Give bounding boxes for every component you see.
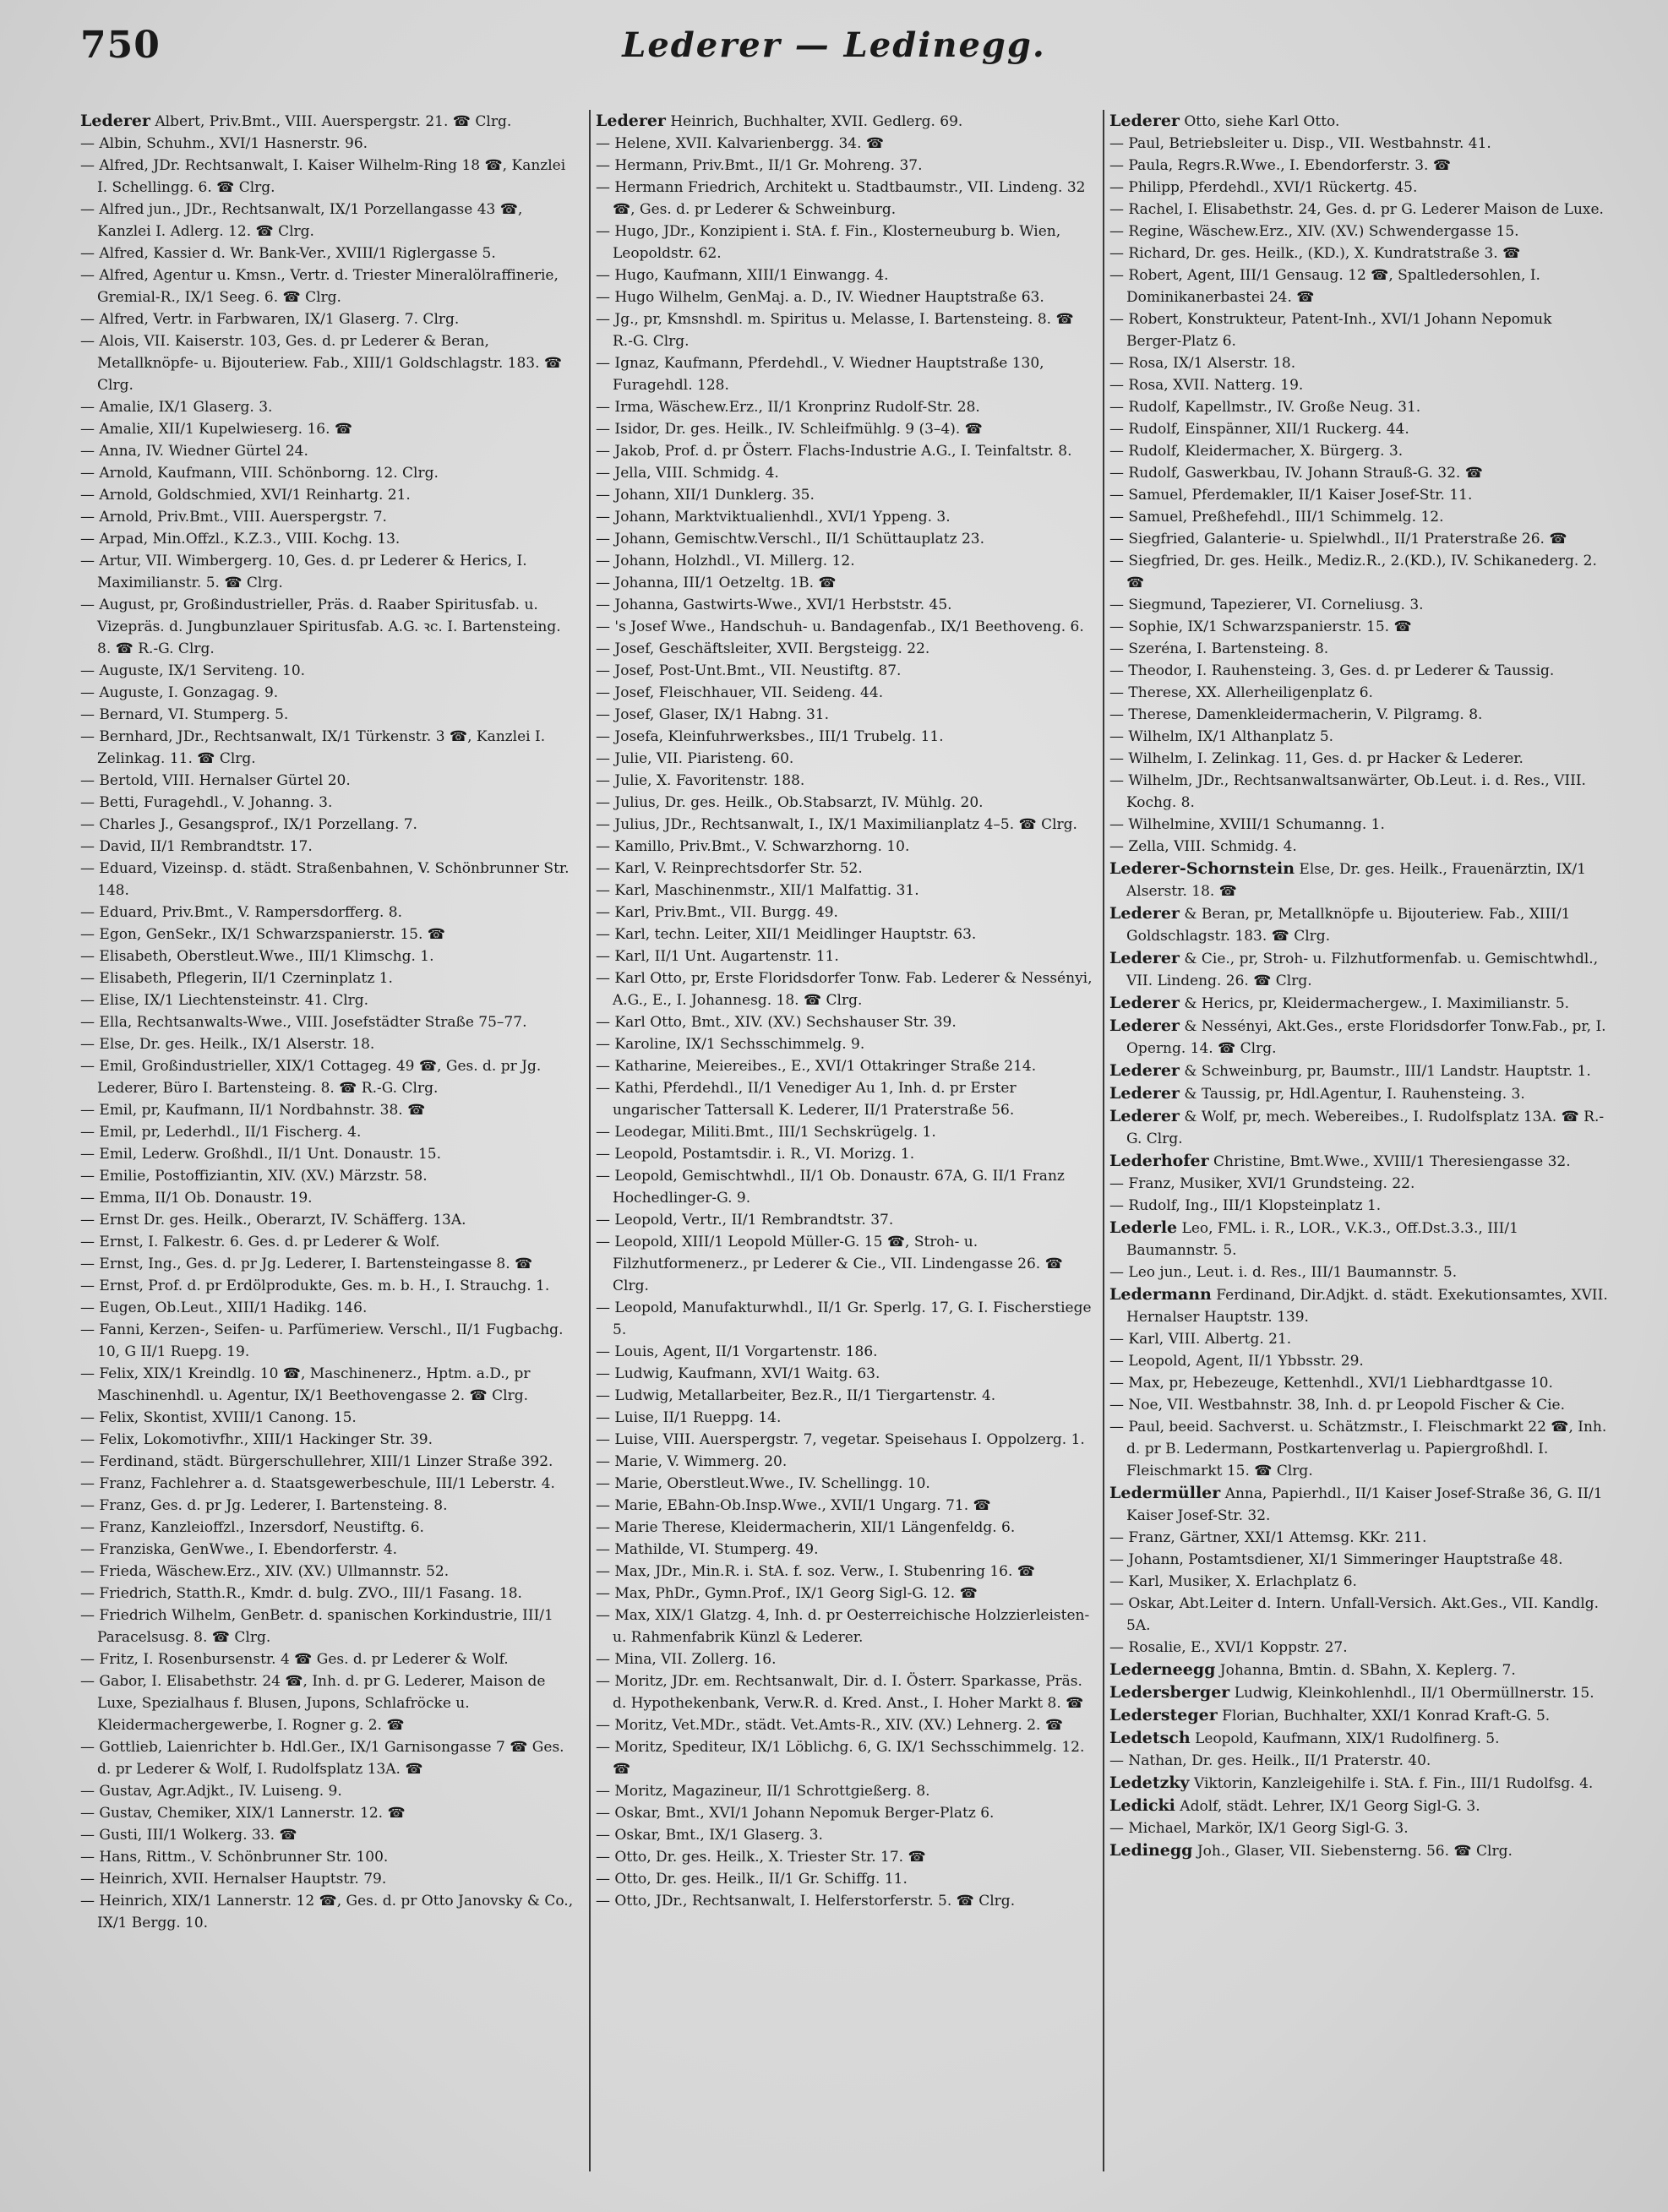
directory-entry: Ledersberger Ludwig, Kleinkohlenhdl., II/1 Obermüllnerstr. 15.	[1109, 1683, 1594, 1702]
directory-entry: — Katharine, Meiereibes., E., XVI/1 Ottakringer Straße 214.	[596, 1058, 1037, 1075]
directory-entry: — Robert, Konstrukteur, Patent-Inh., XVI/1 Johann Nepomuk Berger-Platz 6.	[1109, 311, 1552, 350]
directory-entry: — Zella, VIII. Schmidg. 4.	[1109, 838, 1297, 855]
directory-entry: — Siegfried, Galanterie- u. Spielwhdl., II/1 Praterstraße 26. ☎	[1109, 531, 1567, 548]
directory-entry: — Marie, V. Wimmerg. 20.	[596, 1453, 788, 1470]
directory-entry: — Therese, XX. Allerheiligenplatz 6.	[1109, 684, 1373, 701]
page-number: 750	[80, 24, 161, 67]
directory-entry: — Samuel, Preßhefehdl., III/1 Schimmelg. 12.	[1109, 509, 1444, 526]
directory-entry: — Fritz, I. Rosenbursenstr. 4 ☎ Ges. d. pr Lederer & Wolf.	[80, 1651, 509, 1668]
directory-entry: — Leopold, Manufakturwhdl., II/1 Gr. Sperlg. 17, G. I. Fischerstiege 5.	[596, 1299, 1092, 1338]
directory-entry: — Amalie, XII/1 Kupelwieserg. 16. ☎	[80, 421, 353, 438]
directory-entry: — Alois, VII. Kaiserstr. 103, Ges. d. pr Lederer & Beran, Metallknöpfe- u. Bijouteriew. Fab., XIII/1 Goldschlagstr. 183. ☎ Clrg.	[80, 333, 563, 394]
directory-entry: — Karl Otto, Bmt., XIV. (XV.) Sechshauser Str. 39.	[596, 1014, 957, 1031]
directory-entry: Ledinegg Joh., Glaser, VII. Siebensterng. 56. ☎ Clrg.	[1109, 1841, 1513, 1860]
directory-entry: — Gustav, Chemiker, XIX/1 Lannerstr. 12. ☎	[80, 1805, 406, 1822]
column-divider	[589, 110, 591, 2171]
directory-entry: — Kamillo, Priv.Bmt., V. Schwarzhorng. 10.	[596, 838, 910, 855]
directory-entry: — Gabor, I. Elisabethstr. 24 ☎, Inh. d. pr G. Lederer, Maison de Luxe, Spezialhaus f. Blusen, Jupons, Schlafröcke u. Kleidermachergewerbe, I. Rogner g. 2. ☎	[80, 1673, 546, 1734]
directory-entry: — Wilhelm, IX/1 Althanplatz 5.	[1109, 728, 1334, 745]
directory-entry: — Ella, Rechtsanwalts-Wwe., VIII. Josefstädter Straße 75–77.	[80, 1014, 527, 1031]
directory-entry: — Michael, Markör, IX/1 Georg Sigl-G. 3.	[1109, 1820, 1409, 1837]
directory-entry: — Karl, V. Reinprechtsdorfer Str. 52.	[596, 860, 863, 877]
directory-entry: — Arnold, Goldschmied, XVI/1 Reinhartg. 21.	[80, 487, 411, 504]
directory-entry: — Moritz, Vet.MDr., städt. Vet.Amts-R., XIV. (XV.) Lehnerg. 2. ☎	[596, 1717, 1063, 1734]
directory-entry: — Bertold, VIII. Hernalser Gürtel 20.	[80, 772, 351, 789]
directory-entry: — Therese, Damenkleidermacherin, V. Pilgramg. 8.	[1109, 706, 1483, 723]
directory-entry: — Johann, Holzhdl., VI. Millerg. 12.	[596, 553, 855, 569]
directory-entry: — Marie, Oberstleut.Wwe., IV. Schellingg. 10.	[596, 1475, 930, 1492]
column-divider	[1103, 110, 1104, 2171]
directory-entry: — Johann, Gemischtw.Verschl., II/1 Schüttauplatz 23.	[596, 531, 985, 548]
directory-entry: — Johann, Postamtsdiener, XI/1 Simmeringer Hauptstraße 48.	[1109, 1551, 1563, 1568]
directory-entry: — Elise, IX/1 Liechtensteinstr. 41. Clrg.	[80, 992, 369, 1009]
directory-entry: Lederer & Nessényi, Akt.Ges., erste Floridsdorfer Tonw.Fab., pr, I. Operng. 14. ☎ Clrg.	[1109, 1016, 1606, 1057]
directory-entry: — Josef, Glaser, IX/1 Habng. 31.	[596, 706, 830, 723]
directory-entry: — Rudolf, Kapellmstr., IV. Große Neug. 31.	[1109, 399, 1421, 416]
directory-entry: — Ernst, I. Falkestr. 6. Ges. d. pr Lederer & Wolf.	[80, 1234, 440, 1250]
directory-entry: — Ludwig, Metallarbeiter, Bez.R., II/1 Tiergartenstr. 4.	[596, 1387, 996, 1404]
directory-entry: — Emil, Lederw. Großhdl., II/1 Unt. Donaustr. 15.	[80, 1146, 442, 1163]
directory-entry: Ledersteger Florian, Buchhalter, XXI/1 Konrad Kraft-G. 5.	[1109, 1706, 1551, 1724]
directory-entry: — Oskar, Bmt., XVI/1 Johann Nepomuk Berger-Platz 6.	[596, 1805, 995, 1822]
directory-entry: — Johanna, Gastwirts-Wwe., XVI/1 Herbststr. 45.	[596, 597, 952, 613]
directory-entry: — Samuel, Pferdemakler, II/1 Kaiser Josef-Str. 11.	[1109, 487, 1473, 504]
directory-entry: — Max, pr, Hebezeuge, Kettenhdl., XVI/1 Liebhardtgasse 10.	[1109, 1375, 1553, 1392]
directory-entry: Ledetzky Viktorin, Kanzleigehilfe i. StA. f. Fin., III/1 Rudolfsg. 4.	[1109, 1773, 1594, 1792]
directory-entry: — Amalie, IX/1 Glaserg. 3.	[80, 399, 273, 416]
directory-entry: — Charles J., Gesangsprof., IX/1 Porzellang. 7.	[80, 816, 417, 833]
directory-entry: — Bernard, VI. Stumperg. 5.	[80, 706, 289, 723]
directory-entry: — Artur, VII. Wimbergerg. 10, Ges. d. pr Lederer & Herics, I. Maximilianstr. 5. ☎ Clrg.	[80, 553, 527, 591]
directory-entry: — Johann, XII/1 Dunklerg. 35.	[596, 487, 815, 504]
directory-entry: — David, II/1 Rembrandtstr. 17.	[80, 838, 313, 855]
directory-entry: — Leopold, XIII/1 Leopold Müller-G. 15 ☎, Stroh- u. Filzhutformenerz., pr Lederer & Cie., VII. Lindengasse 26. ☎ Clrg.	[596, 1234, 1063, 1294]
directory-entry: — Alfred, Agentur u. Kmsn., Vertr. d. Triester Mineralölraffinerie, Gremial-R., IX/1 Seeg. 6. ☎ Clrg.	[80, 267, 559, 306]
directory-entry: — Otto, Dr. ges. Heilk., X. Triester Str. 17. ☎	[596, 1849, 926, 1866]
directory-entry: — Max, PhDr., Gymn.Prof., IX/1 Georg Sigl-G. 12. ☎	[596, 1585, 978, 1602]
directory-entry: — Rachel, I. Elisabethstr. 24, Ges. d. pr G. Lederer Maison de Luxe.	[1109, 201, 1604, 218]
directory-columns	[80, 110, 1610, 2188]
directory-entry: — Paula, Regrs.R.Wwe., I. Ebendorferstr. 3. ☎	[1109, 157, 1452, 174]
directory-entry: — Eduard, Priv.Bmt., V. Rampersdorfferg. 8.	[80, 904, 403, 921]
directory-entry: — Julius, JDr., Rechtsanwalt, I., IX/1 Maximilianplatz 4–5. ☎ Clrg.	[596, 816, 1077, 833]
directory-entry: Lederer & Beran, pr, Metallknöpfe u. Bijouteriew. Fab., XIII/1 Goldschlagstr. 183. ☎ Clrg.	[1109, 904, 1571, 945]
directory-entry: — Nathan, Dr. ges. Heilk., II/1 Praterstr. 40.	[1109, 1752, 1431, 1769]
directory-entry: — Felix, XIX/1 Kreindlg. 10 ☎, Maschinenerz., Hptm. a.D., pr Maschinenhdl. u. Agentur, IX/1 Beethovengasse 2. ☎ Clrg.	[80, 1365, 531, 1404]
directory-entry: — Karl Otto, pr, Erste Floridsdorfer Tonw. Fab. Lederer & Nessényi, A.G., E., I. Johannesg. 18. ☎ Clrg.	[596, 970, 1093, 1009]
directory-entry: — Ernst Dr. ges. Heilk., Oberarzt, IV. Schäfferg. 13A.	[80, 1212, 466, 1229]
directory-entry: — Otto, JDr., Rechtsanwalt, I. Helferstorferstr. 5. ☎ Clrg.	[596, 1893, 1016, 1910]
directory-entry: — Heinrich, XVII. Hernalser Hauptstr. 79.	[80, 1871, 387, 1888]
directory-entry: — Betti, Furagehdl., V. Johanng. 3.	[80, 794, 333, 811]
directory-entry: — Theodor, I. Rauhensteing. 3, Ges. d. pr Lederer & Taussig.	[1109, 662, 1555, 679]
directory-entry: — 's Josef Wwe., Handschuh- u. Bandagenfab., IX/1 Beethoveng. 6.	[596, 618, 1084, 635]
directory-entry: — Leopold, Postamtsdir. i. R., VI. Morizg. 1.	[596, 1146, 915, 1163]
directory-entry: — Josefa, Kleinfuhrwerksbes., III/1 Trubelg. 11.	[596, 728, 944, 745]
directory-entry: — Szeréna, I. Bartensteing. 8.	[1109, 640, 1329, 657]
directory-entry: — Emilie, Postoffiziantin, XIV. (XV.) Märzstr. 58.	[80, 1168, 428, 1185]
directory-entry: — Karl, VIII. Albertg. 21.	[1109, 1331, 1292, 1348]
directory-entry: — Max, JDr., Min.R. i. StA. f. soz. Verw., I. Stubenring 16. ☎	[596, 1563, 1035, 1580]
directory-entry: — Helene, XVII. Kalvarienbergg. 34. ☎	[596, 135, 885, 152]
directory-entry: — Mathilde, VI. Stumperg. 49.	[596, 1541, 819, 1558]
directory-entry: — Paul, beeid. Sachverst. u. Schätzmstr., I. Fleischmarkt 22 ☎, Inh. d. pr B. Ledermann, Postkartenverlag u. Papiergroßhdl. I. Fleischmarkt 15. ☎ Clrg.	[1109, 1419, 1607, 1479]
directory-entry: — Rudolf, Kleidermacher, X. Bürgerg. 3.	[1109, 443, 1404, 460]
directory-entry: — Rosa, IX/1 Alserstr. 18.	[1109, 355, 1296, 372]
directory-entry: — Kathi, Pferdehdl., II/1 Venediger Au 1, Inh. d. pr Erster ungarischer Tattersall K. Lederer, II/1 Praterstraße 56.	[596, 1080, 1017, 1119]
directory-entry: — Franziska, GenWwe., I. Ebendorferstr. 4.	[80, 1541, 398, 1558]
directory-entry: — Emil, pr, Kaufmann, II/1 Nordbahnstr. 38. ☎	[80, 1102, 426, 1119]
directory-entry: — Franz, Musiker, XVI/1 Grundsteing. 22.	[1109, 1175, 1415, 1192]
directory-entry: — Jella, VIII. Schmidg. 4.	[596, 465, 779, 482]
directory-entry: — Ernst, Prof. d. pr Erdölprodukte, Ges. m. b. H., I. Strauchg. 1.	[80, 1278, 550, 1294]
directory-entry: — Josef, Fleischhauer, VII. Seideng. 44.	[596, 684, 884, 701]
directory-entry: — Karl, Priv.Bmt., VII. Burgg. 49.	[596, 904, 838, 921]
directory-entry: — Wilhelm, I. Zelinkag. 11, Ges. d. pr Hacker & Lederer.	[1109, 750, 1524, 767]
directory-entry: Lederer-Schornstein Else, Dr. ges. Heilk., Frauenärztin, IX/1 Alserstr. 18. ☎	[1109, 859, 1586, 900]
directory-entry: — Hermann, Priv.Bmt., II/1 Gr. Mohreng. 37.	[596, 157, 923, 174]
directory-entry: Ledermüller Anna, Papierhdl., II/1 Kaiser Josef-Straße 36, G. II/1 Kaiser Josef-Str. 32.	[1109, 1484, 1603, 1524]
directory-entry: — Richard, Dr. ges. Heilk., (KD.), X. Kundratstraße 3. ☎	[1109, 245, 1521, 262]
directory-entry: Lederer & Taussig, pr, Hdl.Agentur, I. Rauhensteing. 3.	[1109, 1084, 1525, 1103]
directory-entry: — Arnold, Kaufmann, VIII. Schönborng. 12. Clrg.	[80, 465, 439, 482]
directory-entry: — Friedrich, Statth.R., Kmdr. d. bulg. ZVO., III/1 Fasang. 18.	[80, 1585, 522, 1602]
directory-entry: — Sophie, IX/1 Schwarzspanierstr. 15. ☎	[1109, 618, 1412, 635]
directory-entry: — Leo jun., Leut. i. d. Res., III/1 Baumannstr. 5.	[1109, 1264, 1458, 1281]
directory-entry: — Irma, Wäschew.Erz., II/1 Kronprinz Rudolf-Str. 28.	[596, 399, 980, 416]
directory-entry: — Karl, techn. Leiter, XII/1 Meidlinger Hauptstr. 63.	[596, 926, 977, 943]
directory-entry: — Wilhelm, JDr., Rechtsanwaltsanwärter, Ob.Leut. i. d. Res., VIII. Kochg. 8.	[1109, 772, 1586, 811]
directory-entry: — Oskar, Abt.Leiter d. Intern. Unfall-Versich. Akt.Ges., VII. Kandlg. 5A.	[1109, 1595, 1600, 1634]
directory-entry: — Luise, II/1 Rueppg. 14.	[596, 1409, 782, 1426]
directory-entry: — Noe, VII. Westbahnstr. 38, Inh. d. pr Leopold Fischer & Cie.	[1109, 1397, 1565, 1414]
directory-entry: — Hugo, Kaufmann, XIII/1 Einwangg. 4.	[596, 267, 889, 284]
directory-entry: — Hugo Wilhelm, GenMaj. a. D., IV. Wiedner Hauptstraße 63.	[596, 289, 1044, 306]
directory-entry: — Arpad, Min.Offzl., K.Z.3., VIII. Kochg. 13.	[80, 531, 401, 548]
directory-entry: — Else, Dr. ges. Heilk., IX/1 Alserstr. 18.	[80, 1036, 375, 1053]
column-3	[1109, 110, 1610, 2188]
directory-entry: — Elisabeth, Pflegerin, II/1 Czerninplatz 1.	[80, 970, 393, 987]
directory-entry: — Josef, Geschäftsleiter, XVII. Bergsteigg. 22.	[596, 640, 930, 657]
directory-entry: — Rosalie, E., XVI/1 Koppstr. 27.	[1109, 1639, 1348, 1656]
directory-entry: — Ignaz, Kaufmann, Pferdehdl., V. Wiedner Hauptstraße 130, Furagehdl. 128.	[596, 355, 1044, 394]
directory-entry: — Louis, Agent, II/1 Vorgartenstr. 186.	[596, 1343, 878, 1360]
directory-entry: — Luise, VIII. Auerspergstr. 7, vegetar. Speisehaus I. Oppolzerg. 1.	[596, 1431, 1085, 1448]
directory-entry: — Felix, Lokomotivfhr., XIII/1 Hackinger Str. 39.	[80, 1431, 433, 1448]
directory-entry: — Eugen, Ob.Leut., XIII/1 Hadikg. 146.	[80, 1299, 368, 1316]
directory-entry: Lederhofer Christine, Bmt.Wwe., XVIII/1 Theresiengasse 32.	[1109, 1152, 1571, 1170]
directory-entry: — Arnold, Priv.Bmt., VIII. Auerspergstr. 7.	[80, 509, 387, 526]
page-header	[0, 17, 1668, 93]
directory-entry: — Auguste, IX/1 Serviteng. 10.	[80, 662, 306, 679]
directory-entry: Lederer Albert, Priv.Bmt., VIII. Auerspergstr. 21. ☎ Clrg.	[80, 112, 512, 130]
directory-entry: — Karoline, IX/1 Sechsschimmelg. 9.	[596, 1036, 865, 1053]
directory-entry: — Siegmund, Tapezierer, VI. Corneliusg. 3.	[1109, 597, 1424, 613]
running-title: Lederer — Ledinegg.	[622, 25, 1046, 65]
directory-entry: — Anna, IV. Wiedner Gürtel 24.	[80, 443, 308, 460]
directory-entry: Ledetsch Leopold, Kaufmann, XIX/1 Rudolfinerg. 5.	[1109, 1729, 1500, 1747]
directory-entry: — Wilhelmine, XVIII/1 Schumanng. 1.	[1109, 816, 1385, 833]
directory-entry: Lederneegg Johanna, Bmtin. d. SBahn, X. Keplerg. 7.	[1109, 1660, 1516, 1679]
directory-entry: — Paul, Betriebsleiter u. Disp., VII. Westbahnstr. 41.	[1109, 135, 1491, 152]
directory-entry: — Marie Therese, Kleidermacherin, XII/1 Längenfeldg. 6.	[596, 1519, 1016, 1536]
directory-entry: Lederer & Herics, pr, Kleidermachergew., I. Maximilianstr. 5.	[1109, 994, 1570, 1012]
directory-entry: — Otto, Dr. ges. Heilk., II/1 Gr. Schiffg. 11.	[596, 1871, 908, 1888]
directory-entry: — Julius, Dr. ges. Heilk., Ob.Stabsarzt, IV. Mühlg. 20.	[596, 794, 984, 811]
directory-entry: — Felix, Skontist, XVIII/1 Canong. 15.	[80, 1409, 357, 1426]
directory-entry: — Frieda, Wäschew.Erz., XIV. (XV.) Ullmannstr. 52.	[80, 1563, 450, 1580]
directory-entry: Lederer & Cie., pr, Stroh- u. Filzhutformenfab. u. Gemischtwhdl., VII. Lindeng. 26. ☎ Clrg.	[1109, 949, 1599, 989]
directory-entry: — Heinrich, XIX/1 Lannerstr. 12 ☎, Ges. d. pr Otto Janovsky & Co., IX/1 Bergg. 10.	[80, 1893, 574, 1931]
directory-entry: Ledicki Adolf, städt. Lehrer, IX/1 Georg Sigl-G. 3.	[1109, 1796, 1480, 1815]
directory-entry: — Rudolf, Einspänner, XII/1 Ruckerg. 44.	[1109, 421, 1409, 438]
directory-entry: — Rudolf, Gaswerkbau, IV. Johann Strauß-G. 32. ☎	[1109, 465, 1483, 482]
directory-entry: — Gusti, III/1 Wolkerg. 33. ☎	[80, 1827, 297, 1844]
directory-entry: — Albin, Schuhm., XVI/1 Hasnerstr. 96.	[80, 135, 368, 152]
directory-entry: — Gustav, Agr.Adjkt., IV. Luiseng. 9.	[80, 1783, 342, 1800]
directory-entry: — Egon, GenSekr., IX/1 Schwarzspanierstr. 15. ☎	[80, 926, 445, 943]
directory-entry: — Fanni, Kerzen-, Seifen- u. Parfümeriew. Verschl., II/1 Fugbachg. 10, G II/1 Ruepg. 19.	[80, 1321, 564, 1360]
directory-entry: — Karl, Maschinenmstr., XII/1 Malfattig. 31.	[596, 882, 919, 899]
directory-entry: — Mina, VII. Zollerg. 16.	[596, 1651, 777, 1668]
directory-entry: — Siegfried, Dr. ges. Heilk., Mediz.R., 2.(KD.), IV. Schikanederg. 2. ☎	[1109, 553, 1597, 591]
directory-entry: — Leopold, Agent, II/1 Ybbsstr. 29.	[1109, 1353, 1364, 1370]
directory-entry: — Philipp, Pferdehdl., XVI/1 Rückertg. 45.	[1109, 179, 1418, 196]
directory-entry: — Leodegar, Militi.Bmt., III/1 Sechskrügelg. 1.	[596, 1124, 936, 1141]
directory-entry: — Emil, Großindustrieller, XIX/1 Cottageg. 49 ☎, Ges. d. pr Jg. Lederer, Büro I. Bartensteing. 8. ☎ R.-G. Clrg.	[80, 1058, 542, 1097]
column-2	[596, 110, 1094, 2188]
directory-entry: — Leopold, Vertr., II/1 Rembrandtstr. 37.	[596, 1212, 894, 1229]
directory-entry: — Franz, Fachlehrer a. d. Staatsgewerbeschule, III/1 Leberstr. 4.	[80, 1475, 555, 1492]
directory-entry: — Johanna, III/1 Oetzeltg. 1B. ☎	[596, 575, 837, 591]
directory-entry: — Isidor, Dr. ges. Heilk., IV. Schleifmühlg. 9 (3–4). ☎	[596, 421, 983, 438]
directory-entry: — Marie, EBahn-Ob.Insp.Wwe., XVII/1 Ungarg. 71. ☎	[596, 1497, 991, 1514]
directory-entry: — Franz, Ges. d. pr Jg. Lederer, I. Bartensteing. 8.	[80, 1497, 448, 1514]
directory-entry: — Robert, Agent, III/1 Gensaug. 12 ☎, Spaltledersohlen, I. Dominikanerbastei 24. ☎	[1109, 267, 1540, 306]
directory-entry: — Emil, pr, Lederhdl., II/1 Fischerg. 4.	[80, 1124, 362, 1141]
directory-entry: — Rosa, XVII. Natterg. 19.	[1109, 377, 1304, 394]
directory-entry: — Moritz, Spediteur, IX/1 Löblichg. 6, G. IX/1 Sechsschimmelg. 12. ☎	[596, 1739, 1085, 1778]
directory-entry: — Jakob, Prof. d. pr Österr. Flachs-Industrie A.G., I. Teinfaltstr. 8.	[596, 443, 1072, 460]
directory-entry: — Josef, Post-Unt.Bmt., VII. Neustiftg. 87.	[596, 662, 902, 679]
directory-entry: Lederer & Wolf, pr, mech. Webereibes., I. Rudolfsplatz 13A. ☎ R.-G. Clrg.	[1109, 1107, 1605, 1147]
directory-entry: — Bernhard, JDr., Rechtsanwalt, IX/1 Türkenstr. 3 ☎, Kanzlei I. Zelinkag. 11. ☎ Clrg.	[80, 728, 546, 767]
directory-entry: — Oskar, Bmt., IX/1 Glaserg. 3.	[596, 1827, 823, 1844]
directory-entry: Lederer Heinrich, Buchhalter, XVII. Gedlerg. 69.	[596, 112, 963, 130]
directory-entry: — Ernst, Ing., Ges. d. pr Jg. Lederer, I. Bartensteingasse 8. ☎	[80, 1256, 533, 1272]
directory-entry: — Alfred, Kassier d. Wr. Bank-Ver., XVIII/1 Riglergasse 5.	[80, 245, 496, 262]
directory-entry: — Hugo, JDr., Konzipient i. StA. f. Fin., Klosterneuburg b. Wien, Leopoldstr. 62.	[596, 223, 1061, 262]
directory-entry: Lederer & Schweinburg, pr, Baumstr., III/1 Landstr. Hauptstr. 1.	[1109, 1061, 1591, 1080]
directory-entry: — Alfred, JDr. Rechtsanwalt, I. Kaiser Wilhelm-Ring 18 ☎, Kanzlei I. Schellingg. 6. ☎ Clrg.	[80, 157, 566, 196]
directory-entry: — Jg., pr, Kmsnshdl. m. Spiritus u. Melasse, I. Bartensteing. 8. ☎ R.-G. Clrg.	[596, 311, 1074, 350]
directory-entry: — Julie, X. Favoritenstr. 188.	[596, 772, 805, 789]
directory-entry: — Ferdinand, städt. Bürgerschullehrer, XIII/1 Linzer Straße 392.	[80, 1453, 553, 1470]
directory-entry: — Auguste, I. Gonzagag. 9.	[80, 684, 279, 701]
directory-entry: — Alfred, Vertr. in Farbwaren, IX/1 Glaserg. 7. Clrg.	[80, 311, 460, 328]
directory-entry: — Karl, II/1 Unt. Augartenstr. 11.	[596, 948, 839, 965]
directory-entry: — Franz, Kanzleioffzl., Inzersdorf, Neustiftg. 6.	[80, 1519, 424, 1536]
directory-entry: — Leopold, Gemischtwhdl., II/1 Ob. Donaustr. 67A, G. II/1 Franz Hochedlinger-G. 9.	[596, 1168, 1065, 1207]
column-1	[80, 110, 579, 2188]
directory-entry: — Julie, VII. Piaristeng. 60.	[596, 750, 794, 767]
directory-entry: Lederle Leo, FML. i. R., LOR., V.K.3., Off.Dst.3.3., III/1 Baumannstr. 5.	[1109, 1218, 1518, 1259]
directory-entry: — Karl, Musiker, X. Erlachplatz 6.	[1109, 1573, 1357, 1590]
directory-entry: — Rudolf, Ing., III/1 Klopsteinplatz 1.	[1109, 1197, 1382, 1214]
directory-entry: — Hans, Rittm., V. Schönbrunner Str. 100.	[80, 1849, 389, 1866]
directory-entry: Ledermann Ferdinand, Dir.Adjkt. d. städt. Exekutionsamtes, XVII. Hernalser Hauptstr. 139.	[1109, 1285, 1608, 1326]
directory-entry: — Gottlieb, Laienrichter b. Hdl.Ger., IX/1 Garnisongasse 7 ☎ Ges. d. pr Lederer & Wolf, I. Rudolfsplatz 13A. ☎	[80, 1739, 564, 1778]
directory-entry: — Johann, Marktviktualienhdl., XVI/1 Yppeng. 3.	[596, 509, 951, 526]
directory-entry: — Alfred jun., JDr., Rechtsanwalt, IX/1 Porzellangasse 43 ☎, Kanzlei I. Adlerg. 12. ☎ Clrg.	[80, 201, 523, 240]
directory-entry: — August, pr, Großindustrieller, Präs. d. Raaber Spiritusfab. u. Vizepräs. d. Jungbunzlauer Spiritusfab. A.G. ꝛc. I. Bartensteing. 8. ☎ R.-G. Clrg.	[80, 597, 561, 657]
directory-entry: — Elisabeth, Oberstleut.Wwe., III/1 Klimschg. 1.	[80, 948, 434, 965]
directory-entry: — Friedrich Wilhelm, GenBetr. d. spanischen Korkindustrie, III/1 Paracelsusg. 8. ☎ Clrg.	[80, 1607, 553, 1646]
directory-entry: — Hermann Friedrich, Architekt u. Stadtbaumstr., VII. Lindeng. 32 ☎, Ges. d. pr Lederer & Schweinburg.	[596, 179, 1086, 218]
directory-entry: — Franz, Gärtner, XXI/1 Attemsg. KKr. 211.	[1109, 1529, 1427, 1546]
directory-entry: — Ludwig, Kaufmann, XVI/1 Waitg. 63.	[596, 1365, 880, 1382]
directory-entry: — Eduard, Vizeinsp. d. städt. Straßenbahnen, V. Schönbrunner Str. 148.	[80, 860, 570, 899]
directory-entry: — Moritz, Magazineur, II/1 Schrottgießerg. 8.	[596, 1783, 930, 1800]
directory-entry: — Regine, Wäschew.Erz., XIV. (XV.) Schwendergasse 15.	[1109, 223, 1519, 240]
directory-entry: — Max, XIX/1 Glatzg. 4, Inh. d. pr Oesterreichische Holzzierleisten- u. Rahmenfabrik Künzl & Lederer.	[596, 1607, 1090, 1646]
directory-entry: — Moritz, JDr. em. Rechtsanwalt, Dir. d. I. Österr. Sparkasse, Präs. d. Hypothekenbank, Verw.R. d. Kred. Anst., I. Hoher Markt 8. ☎	[596, 1673, 1084, 1712]
directory-entry: Lederer Otto, siehe Karl Otto.	[1109, 112, 1340, 130]
directory-entry: — Emma, II/1 Ob. Donaustr. 19.	[80, 1190, 313, 1207]
